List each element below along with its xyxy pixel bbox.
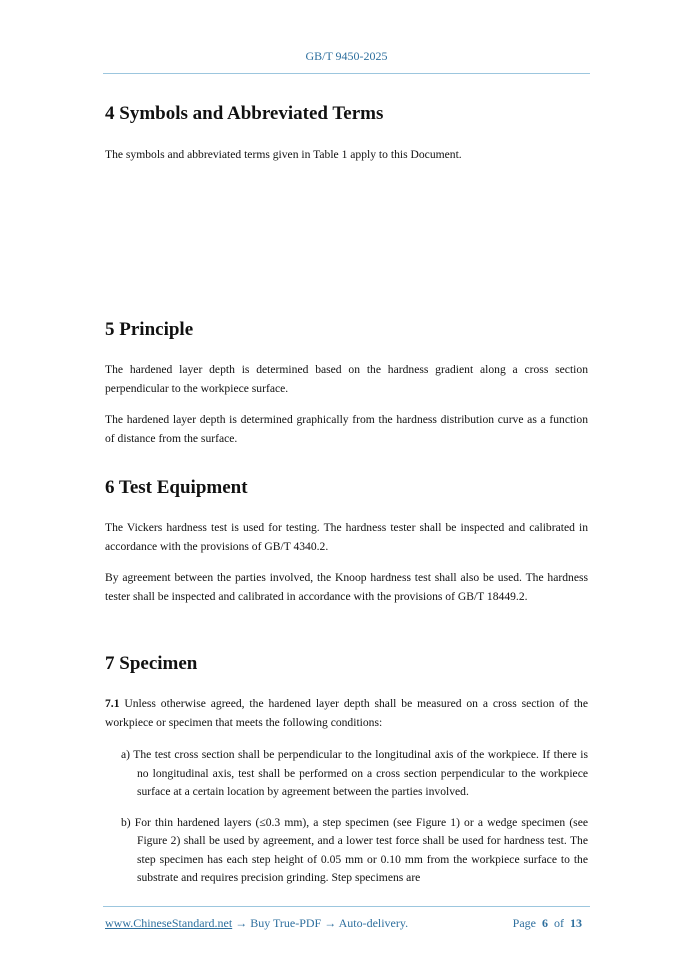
footer-promo: www.ChineseStandard.net → Buy True-PDF → Auto-delivery.: [105, 916, 409, 930]
header-doc-id: GB/T 9450-2025: [305, 49, 388, 63]
paragraph: By agreement between the parties involved, the Knoop hardness test shall also be used. The hardness tester shall be inspected and calibrated in accordance with the provisions of GB/T 18449.2.: [105, 571, 588, 603]
section-heading: 4 Symbols and Abbreviated Terms: [105, 103, 384, 124]
page-number: Page 6 of 13: [512, 916, 582, 930]
section-4: [105, 103, 588, 165]
list-item-a: a) The test cross section shall be perpendicular to the longitudinal axis of the workpiece. If there is no longitudinal axis, test shall be performed on a cross section perpendicular to the workpiece surface at a certain location by agreement between the parties involved.: [121, 748, 588, 798]
section-heading: 5 Principle: [105, 319, 194, 340]
section-7: [105, 653, 588, 888]
website-link[interactable]: www.ChineseStandard.net: [105, 916, 233, 930]
header-divider: [103, 73, 590, 74]
section-heading: 7 Specimen: [105, 653, 198, 674]
section-heading: 6 Test Equipment: [105, 477, 248, 498]
footer: [105, 916, 588, 931]
section-5: [105, 319, 588, 448]
section-6: [105, 477, 588, 606]
list-item-b: b) For thin hardened layers (≤0.3 mm), a step specimen (see Figure 1) or a wedge specimen (see Figure 2) shall be used by agreement, and a lower test force shall be used for hardness test. The step specimen has each step height of 0.05 mm or 0.10 mm from the workpiece surface to the substrate and requires precision grinding. Step specimens are: [121, 815, 588, 884]
clause-number: 7.1: [105, 697, 120, 710]
paragraph: The symbols and abbreviated terms given in Table 1 apply to this Document.: [105, 148, 462, 161]
footer-divider: [103, 906, 590, 907]
paragraph: 7.1 Unless otherwise agreed, the hardened layer depth shall be measured on a cross section of the workpiece or specimen that meets the following conditions:: [105, 697, 588, 729]
paragraph: The hardened layer depth is determined graphically from the hardness distribution curve as a function of distance from the surface.: [105, 413, 588, 445]
paragraph: The Vickers hardness test is used for testing. The hardness tester shall be inspected and calibrated in accordance with the provisions of GB/T 4340.2.: [105, 521, 588, 553]
paragraph: The hardened layer depth is determined based on the hardness gradient along a cross section perpendicular to the workpiece surface.: [105, 363, 588, 395]
